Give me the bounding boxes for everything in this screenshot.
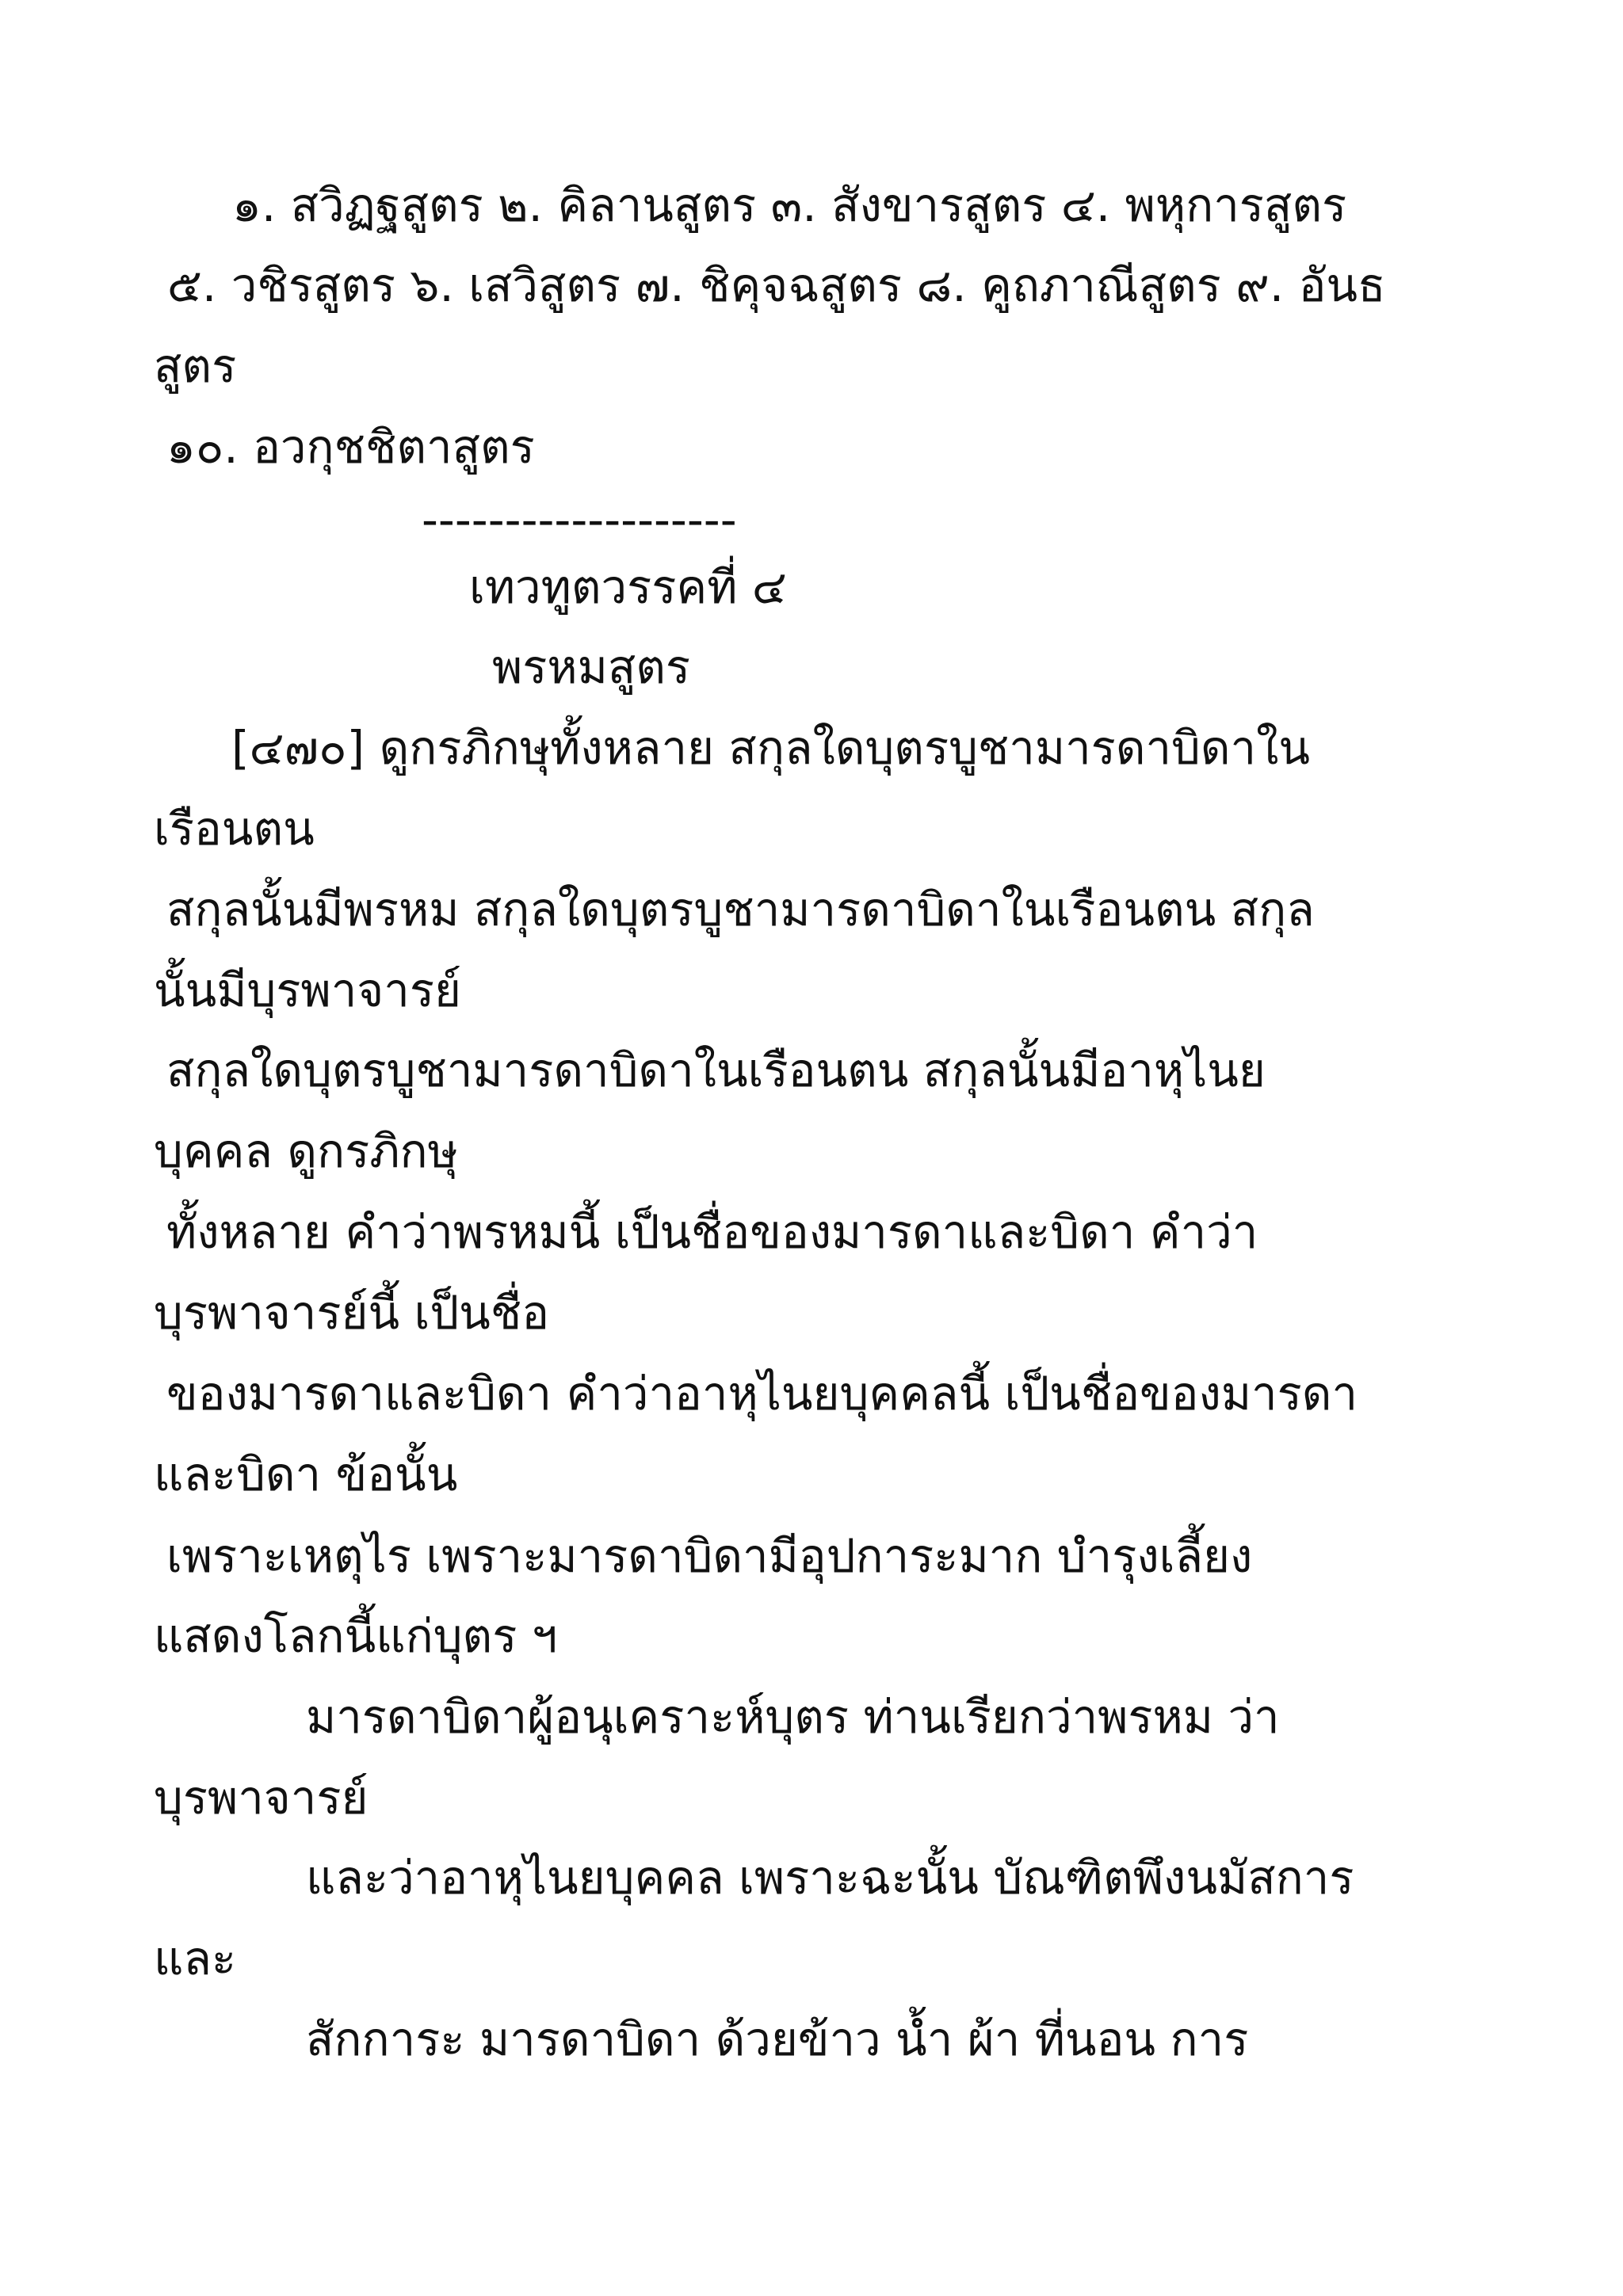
sutta-title: พรหมสูตร	[492, 640, 691, 694]
body-line-4: นั้นมีบุรพาจารย์	[154, 963, 461, 1017]
verse-line-1: มารดาบิดาผู้อนุเคราะห์บุตร ท่านเรียกว่าพรหม ว่า	[306, 1690, 1280, 1744]
body-line-2: เรือนตน	[154, 802, 315, 856]
body-line-8: บุรพาจารย์นี้ เป็นชื่อ	[154, 1286, 550, 1340]
body-line-1: [๔๗๐] ดูกรภิกษุทั้งหลาย สกุลใดบุตรบูชามารดาบิดาใน	[231, 721, 1311, 775]
body-line-3: สกุลนั้นมีพรหม สกุลใดบุตรบูชามารดาบิดาในเรือนตน สกุล	[166, 883, 1315, 936]
body-line-5: สกุลใดบุตรบูชามารดาบิดาในเรือนตน สกุลนั้นมีอาหุไนย	[166, 1043, 1266, 1097]
chapter-heading: เทวทูตวรรคที่ ๔	[469, 560, 787, 614]
sutta-list-line-1: ๑. สวิฏฐสูตร ๒. คิลานสูตร ๓. สังขารสูตร ๔. พหุการสูตร	[232, 178, 1347, 232]
body-line-11: เพราะเหตุไร เพราะมารดาบิดามีอุปการะมาก บำรุงเลี้ยง	[166, 1529, 1253, 1583]
sutta-list-line-2: ๕. วชิรสูตร ๖. เสวิสูตร ๗. ชิคุจฉสูตร ๘. คูถภาณีสูตร ๙. อันธ	[167, 258, 1386, 312]
section-divider: -------------------	[422, 493, 737, 547]
body-line-12: แสดงโลกนี้แก่บุตร ฯ	[154, 1609, 558, 1663]
sutta-list-line-4: ๑๐. อวกุชชิตาสูตร	[166, 420, 535, 474]
verse-line-3: และว่าอาหุไนยบุคคล เพราะฉะนั้น บัณฑิตพึงนมัสการ	[306, 1851, 1354, 1905]
verse-line-5: สักการะ มารดาบิดา ด้วยข้าว น้ำ ผ้า ที่นอน การ	[306, 2012, 1249, 2066]
body-line-6: บุคคล ดูกรภิกษุ	[154, 1124, 458, 1178]
sutta-list-line-3: สูตร	[154, 339, 237, 393]
body-line-9: ของมารดาและบิดา คำว่าอาหุไนยบุคคลนี้ เป็นชื่อของมารดา	[166, 1367, 1358, 1421]
body-line-7: ทั้งหลาย คำว่าพรหมนี้ เป็นชื่อของมารดาและบิดา คำว่า	[166, 1205, 1258, 1259]
verse-line-2: บุรพาจารย์	[154, 1771, 369, 1825]
verse-line-4: และ	[154, 1932, 237, 1985]
body-line-10: และบิดา ข้อนั้น	[154, 1447, 458, 1501]
